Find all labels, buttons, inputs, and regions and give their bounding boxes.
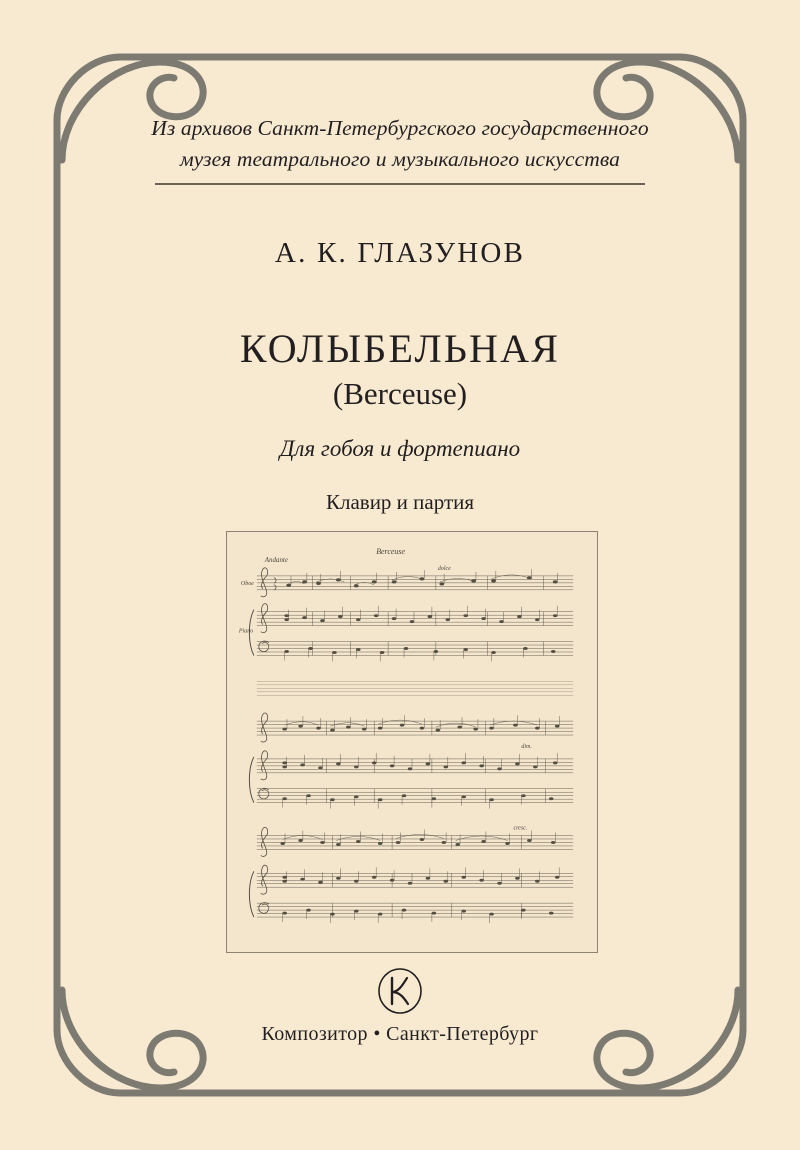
ms-staff-label-oboe: Oboe — [240, 580, 254, 587]
divider-rule — [155, 183, 645, 185]
page-title-alternate: (Berceuse) — [332, 376, 468, 411]
ms-staff-label-piano: Piano — [238, 628, 254, 635]
ms-title: Berceuse — [376, 547, 405, 557]
edition-note: Клавир и партия — [325, 490, 475, 514]
archive-credit — [130, 113, 670, 174]
ms-dynamic-cresc: cresc. — [513, 825, 528, 832]
publisher-name: Композитор • Санкт-Петербург — [261, 1023, 539, 1045]
archive-credit-line-1: Из архивов Санкт-Петербургского государственного — [151, 116, 649, 140]
ms-tempo-marking: Andante — [264, 555, 288, 564]
archive-credit-line-2: музея театрального и музыкального искусства — [179, 146, 621, 171]
ms-dynamic-dim: dim. — [521, 743, 532, 750]
cover-content — [80, 0, 720, 1150]
publisher-logo — [80, 967, 720, 1015]
page-title: КОЛЫБЕЛЬНАЯ — [239, 326, 561, 371]
ms-dynamic-dolce: dolce — [437, 565, 451, 572]
kompozitor-logo-icon — [377, 967, 423, 1015]
composer-name: А. К. ГЛАЗУНОВ — [274, 237, 526, 269]
manuscript-facsimile — [226, 531, 598, 953]
instrumentation-subtitle: Для гобоя и фортепиано — [279, 436, 521, 461]
